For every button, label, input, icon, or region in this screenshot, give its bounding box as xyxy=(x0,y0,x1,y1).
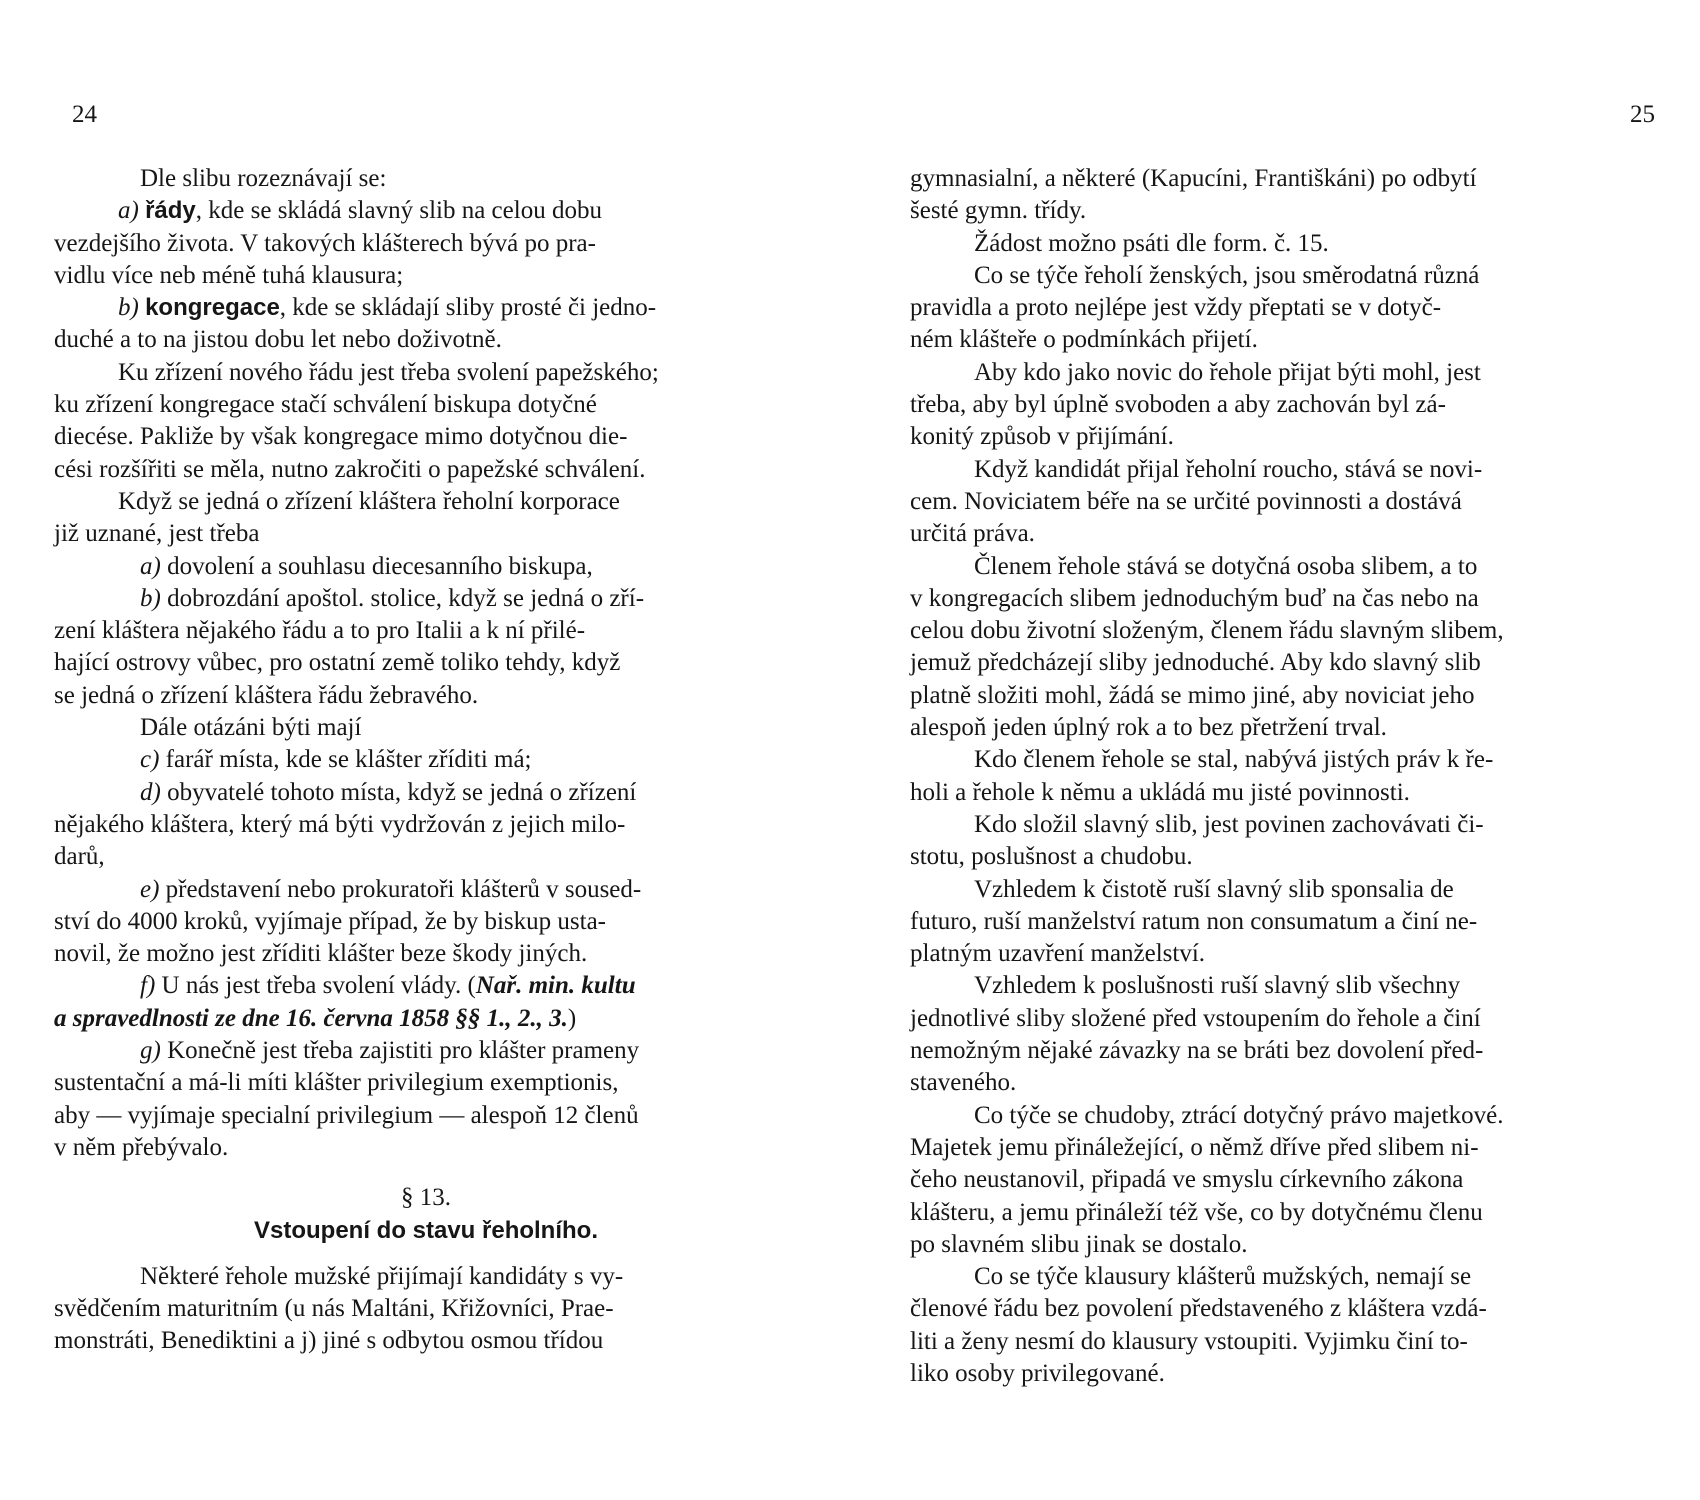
citation: a spravedlnosti ze dne 16. června 1858 §§ 1., 2., 3. xyxy=(54,1004,568,1032)
text-line: diecése. Pakliže by však kongregace mimo dotyčnou die- xyxy=(54,423,628,451)
list-marker: c) xyxy=(140,746,160,774)
text-span: farář místa, kde se klášter zříditi má; xyxy=(159,746,532,774)
list-marker: g) xyxy=(140,1037,161,1065)
text-span: U nás jest třeba svolení vlády. ( xyxy=(155,972,476,1000)
text-line: Některé řehole mužské přijímají kandidáty s vy- xyxy=(140,1262,624,1290)
list-marker: a) xyxy=(118,197,139,225)
text-line: jemuž předcházejí sliby jednoduché. Aby kdo slavný slib xyxy=(910,649,1481,677)
text-span: dobrozdání apoštol. stolice, když se jedná o zří- xyxy=(160,584,645,612)
text-line: pravidla a proto nejlépe jest vždy přeptati se v dotyč- xyxy=(910,294,1442,322)
text-line: zení kláštera nějakého řádu a to pro Italii a k ní přilé- xyxy=(54,617,586,645)
text-line xyxy=(54,744,798,776)
text-line: Co se týče řeholí ženských, jsou směrodatná různá xyxy=(974,261,1480,289)
text-line: Dále otázáni býti mají xyxy=(140,714,362,742)
text-line: platně složiti mohl, žádá se mimo jiné, aby noviciat jeho xyxy=(910,681,1475,709)
text-line xyxy=(54,970,798,1002)
term-rady: řády xyxy=(145,197,196,225)
text-line: ství do 4000 kroků, vyjímaje případ, že by biskup usta- xyxy=(54,907,607,935)
text-line: třeba, aby byl úplně svoboden a aby zachován byl zá- xyxy=(910,391,1446,419)
text-line: hající ostrovy vůbec, pro ostatní země toliko tehdy, když xyxy=(54,649,621,677)
citation: kultu xyxy=(575,972,636,1000)
text-line: určitá práva. xyxy=(910,520,1035,548)
text-span: dovolení a souhlasu diecesanního biskupa, xyxy=(160,552,593,580)
text-line: gymnasialní, a některé (Kapucíni, Františkáni) po odbytí xyxy=(910,165,1477,192)
text-line xyxy=(54,777,798,809)
text-line: Kdo členem řehole se stal, nabývá jistých práv k ře- xyxy=(974,746,1494,774)
list-marker: b) xyxy=(140,584,161,612)
text-line: členové řádu bez povolení představeného z kláštera vzdá- xyxy=(910,1295,1487,1323)
citation: Nař. min. xyxy=(475,972,576,1000)
text-line: stotu, poslušnost a chudobu. xyxy=(910,843,1193,871)
text-line: vidlu více neb méně tuhá klausura; xyxy=(54,261,404,289)
list-marker: f) xyxy=(140,972,156,1000)
text-line xyxy=(54,1003,798,1035)
text-line: ném klášteře o podmínkách přijetí. xyxy=(910,326,1258,354)
list-marker: d) xyxy=(140,778,161,806)
text-line: vezdejšího života. V takových klášterech bývá po pra- xyxy=(54,229,596,257)
text-span: ) xyxy=(567,1004,577,1032)
text-line: cem. Noviciatem béře na se určité povinnosti a dostává xyxy=(910,487,1462,515)
text-line: alespoň jeden úplný rok a to bez přetržení trval. xyxy=(910,714,1387,742)
text-line: Vzhledem k poslušnosti ruší slavný slib všechny xyxy=(974,972,1461,1000)
list-marker: a) xyxy=(140,552,161,580)
text-line: Co se týče klausury klášterů mužských, nemají se xyxy=(974,1263,1472,1291)
text-line: Žádost možno psáti dle form. č. 15. xyxy=(974,229,1329,257)
section-title: Vstoupení do stavu řeholního. xyxy=(253,1216,598,1244)
text-span: , kde se skládá slavný slib na celou dobu xyxy=(195,197,602,225)
text-line xyxy=(54,874,798,906)
page-number-right: 25 xyxy=(1630,101,1655,128)
list-marker: e) xyxy=(140,875,160,903)
text-line: jednotlivé sliby složené před vstoupením do řehole a činí xyxy=(910,1004,1481,1032)
text-line: v kongregacích slibem jednoduchým buď na čas nebo na xyxy=(910,584,1479,612)
text-line: v něm přebývalo. xyxy=(54,1133,229,1161)
text-line: Když kandidát přijal řeholní roucho, stává se novi- xyxy=(974,455,1483,483)
text-line: duché a to na jistou dobu let nebo doživotně. xyxy=(54,326,502,354)
text-span: představení nebo prokuratoři klášterů v soused- xyxy=(159,875,642,903)
text-line: Majetek jemu přináležející, o němž dříve před slibem ni- xyxy=(910,1133,1479,1161)
list-marker: b) xyxy=(118,294,139,322)
text-line: konitý způsob v přijímání. xyxy=(910,423,1174,451)
section-number: § 13. xyxy=(401,1184,451,1212)
text-span: , kde se skládají sliby prosté či jedno- xyxy=(279,294,657,322)
text-line: nemožným nějaké závazky na se bráti bez dovolení před- xyxy=(910,1037,1484,1065)
text-line: klášteru, a jemu přináleží též vše, co by dotyčnému členu xyxy=(910,1198,1483,1226)
text-line: platným uzavření manželství. xyxy=(910,940,1206,968)
text-line: celou dobu životní složeným, členem řádu slavným slibem, xyxy=(910,617,1504,645)
text-line: Ku zřízení nového řádu jest třeba svolení papežského; xyxy=(118,358,659,386)
text-line: se jedná o zřízení kláštera řádu žebravého. xyxy=(54,681,479,709)
text-line: novil, že možno jest zříditi klášter beze škody jiných. xyxy=(54,940,588,968)
text-line: Vzhledem k čistotě ruší slavný slib sponsalia de xyxy=(974,875,1454,903)
text-line xyxy=(54,551,798,583)
text-line: již uznané, jest třeba xyxy=(54,520,260,548)
text-line: Členem řehole stává se dotyčná osoba slibem, a to xyxy=(974,552,1478,580)
text-line: Když se jedná o zřízení kláštera řeholní korporace xyxy=(118,487,620,515)
text-line: futuro, ruší manželství ratum non consumatum a činí ne- xyxy=(910,907,1478,935)
right-page xyxy=(910,163,1654,1390)
text-line: Dle slibu rozeznávají se: xyxy=(140,165,387,192)
text-line: šesté gymn. třídy. xyxy=(910,197,1087,225)
text-line: monstráti, Benediktini a j) jiné s odbytou osmou třídou xyxy=(54,1327,604,1355)
text-line: aby — vyjímaje specialní privilegium — alespoň 12 členů xyxy=(54,1101,639,1129)
page-number-left: 24 xyxy=(72,101,97,128)
text-line xyxy=(54,292,798,324)
text-span: Konečně jest třeba zajistiti pro klášter prameny xyxy=(160,1037,640,1065)
text-line: darů, xyxy=(54,843,105,871)
text-line xyxy=(54,583,798,615)
text-line: liko osoby privilegované. xyxy=(910,1359,1165,1387)
term-kongregace: kongregace xyxy=(145,294,280,322)
text-line: po slavném slibu jinak se dostalo. xyxy=(910,1230,1248,1258)
text-span: obyvatelé tohoto místa, když se jedná o zřízení xyxy=(160,778,637,806)
text-line: liti a ženy nesmí do klausury vstoupiti. Vyjimku činí to- xyxy=(910,1327,1468,1355)
text-line: nějakého kláštera, který má býti vydržován z jejich milo- xyxy=(54,810,626,838)
text-line xyxy=(54,195,798,227)
text-line: čeho neustanovil, připadá ve smyslu církevního zákona xyxy=(910,1166,1464,1194)
text-line: Co týče se chudoby, ztrácí dotyčný právo majetkové. xyxy=(974,1101,1504,1129)
text-line xyxy=(54,1035,798,1067)
left-page xyxy=(54,163,798,1358)
text-line: svědčením maturitním (u nás Maltáni, Křižovníci, Prae- xyxy=(54,1295,614,1323)
text-line: ku zřízení kongregace stačí schválení biskupa dotyčné xyxy=(54,391,597,419)
text-line: sustentační a má-li míti klášter privilegium exemptionis, xyxy=(54,1069,619,1097)
text-line: cési rozšířiti se měla, nutno zakročiti o papežské schválení. xyxy=(54,455,646,483)
text-line: Aby kdo jako novic do řehole přijat býti mohl, jest xyxy=(974,358,1481,386)
text-line: staveného. xyxy=(910,1069,1017,1097)
text-line: Kdo složil slavný slib, jest povinen zachovávati či- xyxy=(974,810,1484,838)
text-line: holi a řehole k němu a ukládá mu jisté povinnosti. xyxy=(910,778,1410,806)
